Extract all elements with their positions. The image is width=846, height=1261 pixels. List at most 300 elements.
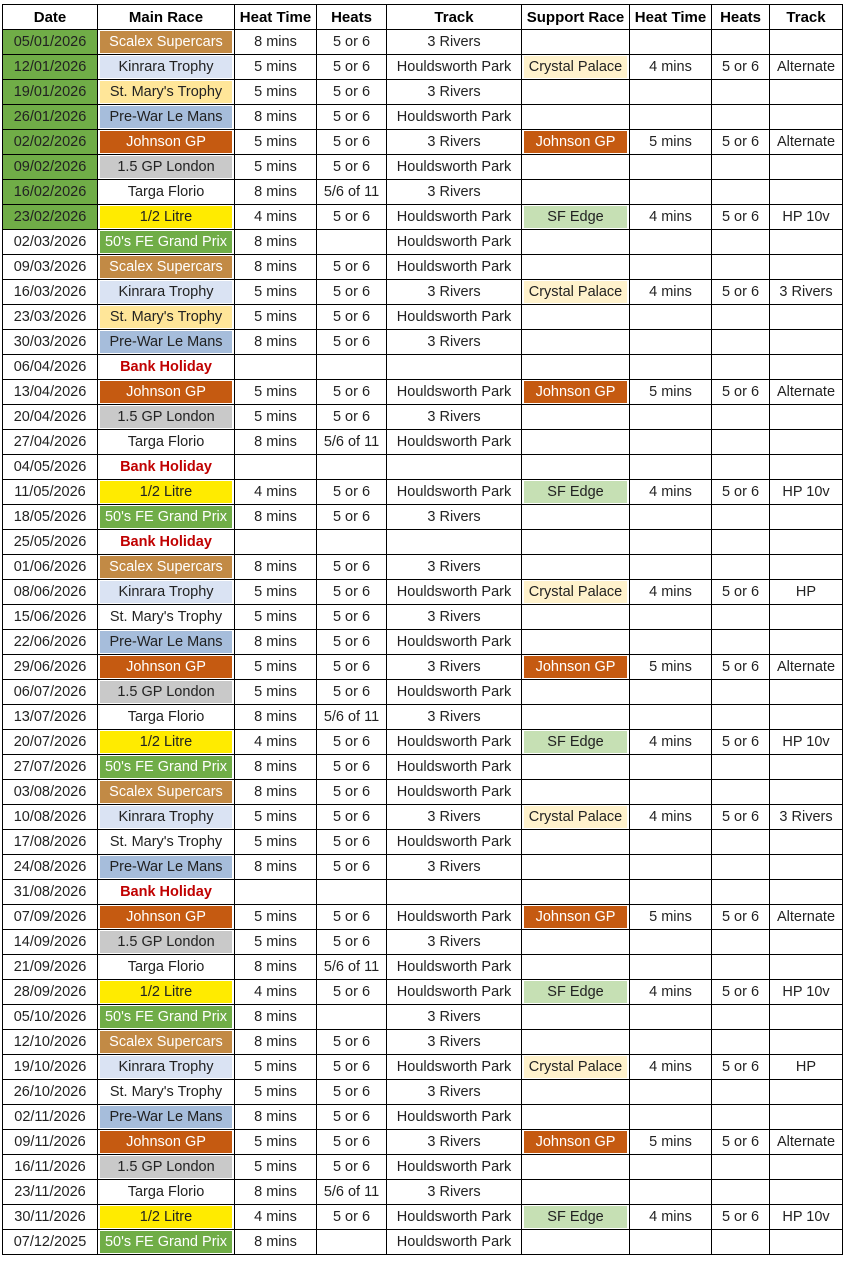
track-cell: 3 Rivers: [387, 130, 522, 155]
table-row: [3, 930, 843, 955]
support-heats-cell: [712, 1155, 770, 1180]
heat-time-cell: [235, 355, 317, 380]
table-row: [3, 1205, 843, 1230]
schedule-body: [3, 30, 843, 1255]
main-race-cell: [98, 380, 235, 405]
main-race-label: 1.5 GP London: [100, 931, 232, 953]
support-heat-time-cell: [630, 855, 712, 880]
date-cell: 16/11/2026: [3, 1155, 98, 1180]
support-heats-cell: [712, 880, 770, 905]
table-row: [3, 830, 843, 855]
support-race-cell: [522, 505, 630, 530]
track-cell: Houldsworth Park: [387, 1155, 522, 1180]
support-race-cell: [522, 480, 630, 505]
date-cell: 20/07/2026: [3, 730, 98, 755]
heats-cell: 5 or 6: [317, 480, 387, 505]
track-cell: Houldsworth Park: [387, 430, 522, 455]
support-race-cell: [522, 405, 630, 430]
support-track-cell: [770, 105, 843, 130]
table-row: [3, 905, 843, 930]
main-race-cell: [98, 455, 235, 480]
date-cell: 11/05/2026: [3, 480, 98, 505]
table-row: [3, 30, 843, 55]
support-race-cell: [522, 755, 630, 780]
heat-time-cell: 8 mins: [235, 705, 317, 730]
track-cell: Houldsworth Park: [387, 380, 522, 405]
support-heats-cell: 5 or 6: [712, 905, 770, 930]
support-race-cell: [522, 1055, 630, 1080]
support-race-cell: [522, 730, 630, 755]
support-heats-cell: [712, 430, 770, 455]
support-track-cell: [770, 305, 843, 330]
support-heat-time-cell: [630, 705, 712, 730]
support-race-cell: [522, 1155, 630, 1180]
support-heat-time-cell: [630, 455, 712, 480]
main-race-label: Kinrara Trophy: [100, 56, 232, 78]
table-row: [3, 155, 843, 180]
heats-cell: 5 or 6: [317, 855, 387, 880]
support-track-cell: [770, 505, 843, 530]
support-heat-time-cell: [630, 30, 712, 55]
main-race-cell: [98, 730, 235, 755]
heats-cell: 5 or 6: [317, 130, 387, 155]
heat-time-cell: 8 mins: [235, 755, 317, 780]
table-row: [3, 1130, 843, 1155]
support-race-label: Crystal Palace: [524, 56, 627, 78]
heats-cell: 5 or 6: [317, 905, 387, 930]
heat-time-cell: 8 mins: [235, 180, 317, 205]
support-heat-time-cell: 5 mins: [630, 1130, 712, 1155]
heats-cell: 5 or 6: [317, 655, 387, 680]
table-row: [3, 505, 843, 530]
heats-cell: 5 or 6: [317, 605, 387, 630]
track-cell: Houldsworth Park: [387, 205, 522, 230]
main-race-cell: [98, 255, 235, 280]
main-race-label: Scalex Supercars: [100, 1031, 232, 1053]
support-track-cell: HP 10v: [770, 205, 843, 230]
main-race-label: Johnson GP: [100, 906, 232, 928]
table-row: [3, 1180, 843, 1205]
support-heat-time-cell: [630, 555, 712, 580]
track-cell: 3 Rivers: [387, 80, 522, 105]
track-cell: Houldsworth Park: [387, 780, 522, 805]
support-track-cell: [770, 1155, 843, 1180]
heats-cell: 5 or 6: [317, 305, 387, 330]
support-track-cell: [770, 405, 843, 430]
support-heats-cell: 5 or 6: [712, 580, 770, 605]
table-row: [3, 705, 843, 730]
track-cell: 3 Rivers: [387, 180, 522, 205]
date-cell: 04/05/2026: [3, 455, 98, 480]
main-race-cell: [98, 105, 235, 130]
heat-time-cell: 8 mins: [235, 780, 317, 805]
table-row: [3, 605, 843, 630]
heat-time-cell: 8 mins: [235, 430, 317, 455]
date-cell: 23/03/2026: [3, 305, 98, 330]
main-race-cell: [98, 605, 235, 630]
heat-time-cell: 8 mins: [235, 1005, 317, 1030]
track-cell: 3 Rivers: [387, 855, 522, 880]
date-cell: 01/06/2026: [3, 555, 98, 580]
support-race-cell: [522, 230, 630, 255]
heats-cell: 5 or 6: [317, 280, 387, 305]
track-cell: Houldsworth Park: [387, 905, 522, 930]
support-heats-cell: [712, 605, 770, 630]
date-cell: 26/10/2026: [3, 1080, 98, 1105]
heat-time-cell: 5 mins: [235, 1080, 317, 1105]
heat-time-cell: 4 mins: [235, 1205, 317, 1230]
header-support-heats: Heats: [712, 5, 770, 30]
heat-time-cell: 5 mins: [235, 1130, 317, 1155]
date-cell: 02/02/2026: [3, 130, 98, 155]
main-race-cell: [98, 755, 235, 780]
support-track-cell: [770, 755, 843, 780]
main-race-label: 50's FE Grand Prix: [100, 231, 232, 253]
support-heat-time-cell: 5 mins: [630, 905, 712, 930]
main-race-cell: [98, 505, 235, 530]
support-heats-cell: [712, 1080, 770, 1105]
support-race-label: Johnson GP: [524, 906, 627, 928]
main-race-label: Targa Florio: [100, 706, 232, 728]
support-heat-time-cell: [630, 1080, 712, 1105]
support-heats-cell: [712, 30, 770, 55]
table-row: [3, 1005, 843, 1030]
date-cell: 06/04/2026: [3, 355, 98, 380]
support-race-cell: [522, 180, 630, 205]
support-heats-cell: [712, 155, 770, 180]
heat-time-cell: 5 mins: [235, 130, 317, 155]
date-cell: 27/04/2026: [3, 430, 98, 455]
heats-cell: 5 or 6: [317, 755, 387, 780]
support-track-cell: [770, 930, 843, 955]
support-heat-time-cell: 4 mins: [630, 1205, 712, 1230]
support-track-cell: [770, 705, 843, 730]
heat-time-cell: 8 mins: [235, 505, 317, 530]
heats-cell: 5 or 6: [317, 405, 387, 430]
support-heats-cell: [712, 80, 770, 105]
heats-cell: 5 or 6: [317, 830, 387, 855]
support-heats-cell: [712, 705, 770, 730]
support-race-cell: [522, 1205, 630, 1230]
heat-time-cell: 5 mins: [235, 1155, 317, 1180]
support-heats-cell: [712, 105, 770, 130]
table-row: [3, 80, 843, 105]
date-cell: 14/09/2026: [3, 930, 98, 955]
support-race-label: Johnson GP: [524, 131, 627, 153]
support-heat-time-cell: [630, 230, 712, 255]
main-race-cell: [98, 180, 235, 205]
heat-time-cell: 8 mins: [235, 1105, 317, 1130]
date-cell: 27/07/2026: [3, 755, 98, 780]
support-track-cell: [770, 880, 843, 905]
support-race-label: SF Edge: [524, 731, 627, 753]
track-cell: Houldsworth Park: [387, 480, 522, 505]
main-race-label: Targa Florio: [100, 431, 232, 453]
table-row: [3, 730, 843, 755]
table-row: [3, 130, 843, 155]
main-race-cell: [98, 555, 235, 580]
support-track-cell: [770, 80, 843, 105]
main-race-label: Johnson GP: [100, 131, 232, 153]
support-race-cell: [522, 305, 630, 330]
heat-time-cell: 8 mins: [235, 330, 317, 355]
heats-cell: [317, 355, 387, 380]
heats-cell: 5 or 6: [317, 105, 387, 130]
support-race-cell: [522, 1180, 630, 1205]
table-row: [3, 230, 843, 255]
support-heats-cell: [712, 955, 770, 980]
support-heats-cell: [712, 230, 770, 255]
heat-time-cell: 8 mins: [235, 1180, 317, 1205]
support-heats-cell: [712, 780, 770, 805]
heats-cell: 5/6 of 11: [317, 180, 387, 205]
track-cell: Houldsworth Park: [387, 580, 522, 605]
support-heats-cell: [712, 180, 770, 205]
support-heat-time-cell: [630, 630, 712, 655]
support-heats-cell: [712, 680, 770, 705]
date-cell: 09/11/2026: [3, 1130, 98, 1155]
main-race-cell: [98, 430, 235, 455]
support-race-label: SF Edge: [524, 1206, 627, 1228]
track-cell: Houldsworth Park: [387, 55, 522, 80]
heat-time-cell: 5 mins: [235, 380, 317, 405]
date-cell: 18/05/2026: [3, 505, 98, 530]
date-cell: 15/06/2026: [3, 605, 98, 630]
date-cell: 19/01/2026: [3, 80, 98, 105]
support-heats-cell: 5 or 6: [712, 1055, 770, 1080]
main-race-label: Bank Holiday: [120, 534, 212, 550]
heats-cell: 5 or 6: [317, 80, 387, 105]
heats-cell: 5 or 6: [317, 1205, 387, 1230]
main-race-label: Pre-War Le Mans: [100, 631, 232, 653]
support-heats-cell: [712, 555, 770, 580]
main-race-label: Scalex Supercars: [100, 256, 232, 278]
support-race-label: Johnson GP: [524, 656, 627, 678]
date-cell: 22/06/2026: [3, 630, 98, 655]
support-race-cell: [522, 805, 630, 830]
support-heats-cell: [712, 305, 770, 330]
support-heat-time-cell: [630, 405, 712, 430]
date-cell: 21/09/2026: [3, 955, 98, 980]
date-cell: 25/05/2026: [3, 530, 98, 555]
main-race-cell: [98, 405, 235, 430]
support-heats-cell: [712, 1105, 770, 1130]
support-heat-time-cell: [630, 1105, 712, 1130]
support-track-cell: [770, 1030, 843, 1055]
support-heats-cell: [712, 755, 770, 780]
support-track-cell: [770, 180, 843, 205]
heat-time-cell: 5 mins: [235, 1055, 317, 1080]
support-heat-time-cell: [630, 930, 712, 955]
support-heat-time-cell: [630, 255, 712, 280]
support-heat-time-cell: 4 mins: [630, 580, 712, 605]
track-cell: 3 Rivers: [387, 805, 522, 830]
support-track-cell: [770, 530, 843, 555]
heat-time-cell: 8 mins: [235, 230, 317, 255]
support-heats-cell: [712, 505, 770, 530]
main-race-label: Scalex Supercars: [100, 556, 232, 578]
table-row: [3, 680, 843, 705]
date-cell: 16/03/2026: [3, 280, 98, 305]
heats-cell: 5 or 6: [317, 630, 387, 655]
heats-cell: 5 or 6: [317, 205, 387, 230]
support-race-cell: [522, 1130, 630, 1155]
support-heat-time-cell: 5 mins: [630, 130, 712, 155]
header-date: Date: [3, 5, 98, 30]
support-track-cell: HP 10v: [770, 730, 843, 755]
header-main-race: Main Race: [98, 5, 235, 30]
main-race-label: Scalex Supercars: [100, 31, 232, 53]
track-cell: 3 Rivers: [387, 280, 522, 305]
main-race-cell: [98, 580, 235, 605]
support-track-cell: [770, 830, 843, 855]
support-heat-time-cell: [630, 155, 712, 180]
support-heat-time-cell: [630, 105, 712, 130]
support-heats-cell: 5 or 6: [712, 55, 770, 80]
main-race-cell: [98, 55, 235, 80]
support-heat-time-cell: [630, 1230, 712, 1255]
main-race-label: Pre-War Le Mans: [100, 331, 232, 353]
support-track-cell: [770, 255, 843, 280]
support-race-cell: [522, 680, 630, 705]
support-track-cell: [770, 855, 843, 880]
support-heat-time-cell: 4 mins: [630, 55, 712, 80]
table-row: [3, 480, 843, 505]
support-track-cell: [770, 1080, 843, 1105]
header-heats: Heats: [317, 5, 387, 30]
main-race-cell: [98, 980, 235, 1005]
support-track-cell: [770, 330, 843, 355]
support-track-cell: [770, 555, 843, 580]
heat-time-cell: 5 mins: [235, 655, 317, 680]
support-heat-time-cell: [630, 605, 712, 630]
table-row: [3, 780, 843, 805]
support-heat-time-cell: 4 mins: [630, 730, 712, 755]
track-cell: Houldsworth Park: [387, 830, 522, 855]
main-race-label: Johnson GP: [100, 1131, 232, 1153]
support-heats-cell: [712, 355, 770, 380]
support-heat-time-cell: 4 mins: [630, 480, 712, 505]
support-heats-cell: [712, 530, 770, 555]
race-schedule-table: [2, 4, 843, 1255]
heats-cell: 5 or 6: [317, 930, 387, 955]
heat-time-cell: 8 mins: [235, 105, 317, 130]
date-cell: 16/02/2026: [3, 180, 98, 205]
heat-time-cell: 4 mins: [235, 480, 317, 505]
heat-time-cell: 8 mins: [235, 30, 317, 55]
date-cell: 05/10/2026: [3, 1005, 98, 1030]
support-race-cell: [522, 155, 630, 180]
main-race-label: 1/2 Litre: [100, 731, 232, 753]
support-race-cell: [522, 830, 630, 855]
main-race-label: St. Mary's Trophy: [100, 81, 232, 103]
heat-time-cell: 5 mins: [235, 805, 317, 830]
table-row: [3, 655, 843, 680]
main-race-cell: [98, 1205, 235, 1230]
heats-cell: [317, 880, 387, 905]
table-row: [3, 805, 843, 830]
support-race-cell: [522, 280, 630, 305]
track-cell: 3 Rivers: [387, 1080, 522, 1105]
main-race-label: Targa Florio: [100, 1181, 232, 1203]
heats-cell: 5 or 6: [317, 1105, 387, 1130]
support-track-cell: HP 10v: [770, 980, 843, 1005]
support-heat-time-cell: [630, 955, 712, 980]
date-cell: 12/01/2026: [3, 55, 98, 80]
main-race-cell: [98, 1155, 235, 1180]
support-race-cell: [522, 1030, 630, 1055]
main-race-cell: [98, 1230, 235, 1255]
support-race-cell: [522, 1080, 630, 1105]
support-heat-time-cell: [630, 755, 712, 780]
support-track-cell: [770, 780, 843, 805]
table-row: [3, 55, 843, 80]
main-race-label: Pre-War Le Mans: [100, 1106, 232, 1128]
main-race-label: 50's FE Grand Prix: [100, 506, 232, 528]
heat-time-cell: 5 mins: [235, 605, 317, 630]
table-row: [3, 555, 843, 580]
track-cell: Houldsworth Park: [387, 680, 522, 705]
main-race-label: Kinrara Trophy: [100, 806, 232, 828]
table-row: [3, 1105, 843, 1130]
support-heat-time-cell: [630, 305, 712, 330]
main-race-cell: [98, 1080, 235, 1105]
heat-time-cell: 5 mins: [235, 280, 317, 305]
support-race-cell: [522, 655, 630, 680]
heat-time-cell: 5 mins: [235, 405, 317, 430]
support-heats-cell: 5 or 6: [712, 480, 770, 505]
heats-cell: 5 or 6: [317, 55, 387, 80]
main-race-label: Kinrara Trophy: [100, 281, 232, 303]
main-race-label: 50's FE Grand Prix: [100, 1231, 232, 1253]
main-race-cell: [98, 905, 235, 930]
support-track-cell: [770, 155, 843, 180]
heat-time-cell: 5 mins: [235, 55, 317, 80]
date-cell: 09/02/2026: [3, 155, 98, 180]
main-race-label: Scalex Supercars: [100, 781, 232, 803]
support-race-cell: [522, 355, 630, 380]
main-race-cell: [98, 1130, 235, 1155]
heat-time-cell: 8 mins: [235, 630, 317, 655]
heats-cell: 5 or 6: [317, 1155, 387, 1180]
main-race-label: 1.5 GP London: [100, 1156, 232, 1178]
support-race-cell: [522, 605, 630, 630]
table-row: [3, 580, 843, 605]
main-race-label: St. Mary's Trophy: [100, 306, 232, 328]
support-race-label: Johnson GP: [524, 1131, 627, 1153]
table-row: [3, 180, 843, 205]
date-cell: 02/11/2026: [3, 1105, 98, 1130]
date-cell: 30/11/2026: [3, 1205, 98, 1230]
support-race-cell: [522, 880, 630, 905]
support-heats-cell: 5 or 6: [712, 1205, 770, 1230]
support-heats-cell: [712, 930, 770, 955]
support-race-label: SF Edge: [524, 481, 627, 503]
track-cell: 3 Rivers: [387, 1180, 522, 1205]
support-heat-time-cell: [630, 830, 712, 855]
support-heat-time-cell: [630, 1155, 712, 1180]
main-race-cell: [98, 1055, 235, 1080]
support-race-label: Crystal Palace: [524, 281, 627, 303]
main-race-cell: [98, 330, 235, 355]
main-race-label: 1.5 GP London: [100, 681, 232, 703]
support-heat-time-cell: [630, 530, 712, 555]
support-track-cell: [770, 955, 843, 980]
main-race-label: 50's FE Grand Prix: [100, 1006, 232, 1028]
table-row: [3, 255, 843, 280]
heats-cell: 5 or 6: [317, 330, 387, 355]
heats-cell: 5 or 6: [317, 805, 387, 830]
